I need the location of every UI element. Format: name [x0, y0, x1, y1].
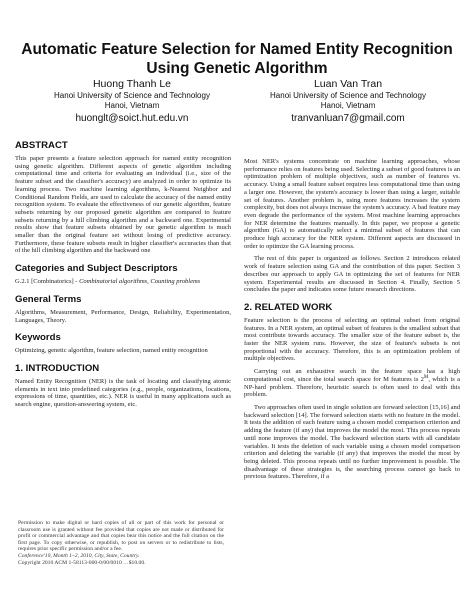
related-p2-superscript: M: [423, 374, 429, 380]
introduction-text: Named Entity Recognition (NER) is the task of locating and classifying atomic elements in text into predefined categories (e.g., people, organizations, locations, expressions of time, quantities, etc.). NER is useful in many applications such as search engine, question-answering system, etc.: [15, 377, 231, 409]
author-location: Hanoi, Vietnam: [320, 101, 376, 110]
general-terms-heading: General Terms: [15, 293, 82, 305]
categories-heading: Categories and Subject Descriptors: [15, 263, 178, 275]
related-work-paragraph-2: [244, 368, 460, 399]
author-email[interactable]: tranvanluan7@gmail.com: [291, 113, 405, 124]
copyright-footnote: [18, 520, 224, 566]
paper-title: Automatic Feature Selection for Named Entity Recognition Using Genetic Algorithm: [21, 41, 453, 77]
general-terms-text: Algorithms, Measurement, Performance, Design, Reliability, Experimentation, Languages, Theory.: [15, 308, 231, 324]
left-column: [15, 140, 231, 409]
related-work-paragraph-3: Two approaches often used in single solution are forward selection [15,16] and backward selection [14]. The forward selection starts with no feature in the model. It tests the addition of each feature using a chosen model comparison criterion and adding the feature (if any) that improves the model the most. This process repeats until none improves the model. The backward selection starts with all candidate variables. It tests the deletion of each variable using a chosen model comparison criterion and deleting the variable (if any) that improves the model the most by being deleted. This process repeats until no further improvement is possible. The disadvantage of these strategies is, the searching process cannot go back to previous features. Therefore, if a: [244, 403, 460, 481]
keywords-text: Optimizing, genetic algorithm, feature selection, named entity recognition: [15, 347, 208, 355]
author-block-1: [32, 78, 232, 125]
author-email[interactable]: huonglt@soict.hut.edu.vn: [75, 113, 189, 124]
related-work-paragraph-1: Feature selection is the process of selecting an optimal subset from original features. In a NER system, an optimal subset of features is the smallest subset that most contribute towards accuracy. The smaller size of the feature subset is, the faster the NER system runs. However, the size of feature's subsets is not proportional with the accuracy. Therefore, this is an optimization problem of multiple objectives.: [244, 316, 460, 363]
copyright-line: Copyright 2010 ACM 1-58113-000-0/00/0010 …$10.00.: [18, 559, 146, 566]
intro-continuation: Most NER's systems concentrate on machine learning approaches, whose performance relies on features being used. Selecting a subset of good features is an optimization problem of multiple objectives, such as number of features vs. accuracy. Using a small feature subset requires less computational time than using a larger one. However, the system's accuracy is lower than using a larger, suitable set of features. Another problem is, using more features increases the system complexity, but does not always increase the system's accuracy. A bad feature may even degrade the performance of the system. Most machine learning approaches for NER determine the features manually. In this paper, we propose a genetic algorithm (GA) to automatically select a minimal subset of features that can produce high accuracy for the NER system. Different aspects are discussed in order to optimize the GA learning process.: [244, 158, 460, 250]
related-p2-start: Carrying out an exhaustive search in the feature space has a high computational cost, since the total search space for M features is 2: [244, 368, 460, 383]
author-affiliation: Hanoi University of Science and Technology: [54, 91, 210, 100]
abstract-heading: ABSTRACT: [15, 140, 68, 151]
category-topics: Combinatorial algorithms, Counting problems: [79, 278, 201, 286]
permission-text: Permission to make digital or hard copies of all or part of this work for personal or classroom use is granted without fee provided that copies are not made or distributed for profit or commercial advantage and that copies bear this notice and the full citation on the first page. To copy otherwise, or republish, to post on servers or to redistribute to lists, requires prior specific permission and/or a fee.: [18, 520, 224, 553]
author-name: Huong Thanh Le: [92, 78, 172, 90]
keywords-heading: Keywords: [15, 332, 61, 344]
abstract-text: This paper presents a feature selection approach for named entity recognition using genetic algorithm. Different aspects of genetic algorithm including computational time and criteria for evaluating an individual (i.e., size of the feature subset and the classifier's accuracy) are analyzed in order to optimize its learning process. Two machine learning algorithms, k-Nearest Neighbor and Conditional Random Fields, are used to calculate the accuracy of the named entity recognition system. To evaluate the effectiveness of our genetic algorithm, feature subsets returning by our proposed genetic algorithm are compared to feature subsets returning by a hill climbing algorithm and a backward one. Experimental results show that feature subsets obtained by our genetic algorithm is much smaller than the original feature set without losing of predictive accuracy. Furthermore, these feature subsets result in higher classifier's accuracies than that of the hill climbing algorithm and the backward one: [15, 155, 231, 255]
paper-organization: The rest of this paper is organized as follows. Section 2 introduces related work of feature selection using GA and the contribution of this paper. Section 3 describes our approach to apply GA in optimizing the set of features for NER system. Experimental results are discussed in Section 4. Finally, Section 5 concludes the paper and indicates some future research directions.: [244, 255, 460, 294]
right-column: [244, 158, 460, 481]
author-block-2: [248, 78, 448, 125]
conference-line: Conference'10, Month 1–2, 2010, City, State, Country.: [18, 552, 140, 559]
author-name: Luan Van Tran: [313, 78, 383, 90]
author-affiliation: Hanoi University of Science and Technology: [270, 91, 426, 100]
related-p2-end: , which is a NP-hard problem. Therefore, heuristic search is often used to deal with this problem.: [244, 375, 460, 399]
category-code: G.2.1 [Combinatorics] -: [15, 278, 78, 286]
related-work-heading: 2. RELATED WORK: [244, 301, 333, 313]
author-location: Hanoi, Vietnam: [104, 101, 160, 110]
introduction-heading: 1. INTRODUCTION: [15, 362, 100, 374]
categories-text: [15, 278, 231, 286]
